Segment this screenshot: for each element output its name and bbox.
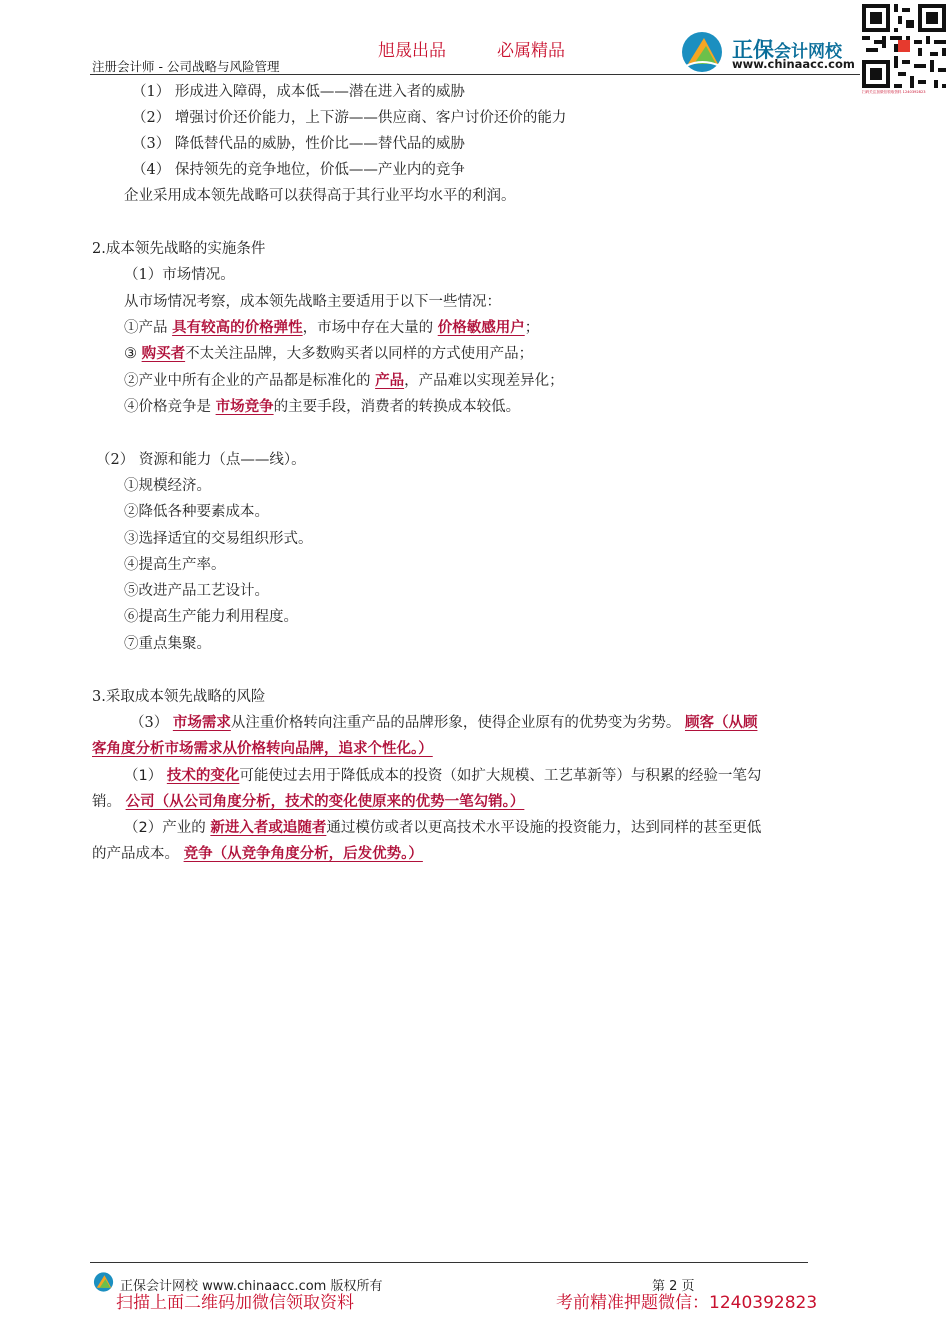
keyword-new-entrants: 新进入者或追随者 xyxy=(210,820,327,836)
text-segment: 的产品成本。 xyxy=(92,846,184,862)
keyword-customer: 顾客（从顾 xyxy=(684,715,758,731)
keyword-customer-analysis: 客角度分析市场需求从价格转向品牌，追求个性化。） xyxy=(92,741,433,757)
market-condition-item xyxy=(124,395,520,416)
risk-number: （2） xyxy=(124,820,163,836)
keyword-market-competition: 市场竞争 xyxy=(215,399,274,415)
text-segment: ①产品 xyxy=(124,320,173,336)
competitive-force-item: （1） 形成进入障碍，成本低——潜在进入者的威胁 xyxy=(132,84,465,100)
keyword-market-demand: 市场需求 xyxy=(172,715,231,731)
footer-copyright: 正保会计网校 www.chinaacc.com 版权所有 xyxy=(120,1279,383,1294)
qr-code-icon xyxy=(862,4,946,88)
section3-heading: 3.采取成本领先战略的风险 xyxy=(92,689,266,705)
market-condition-item xyxy=(124,316,539,337)
text-segment: ，产品难以实现差异化； xyxy=(404,373,564,389)
ability-item: ⑥提高生产能力利用程度。 xyxy=(124,609,298,625)
text-segment: ②产业中所有企业的产品都是标准化的 xyxy=(124,373,376,389)
risk-item-imitation xyxy=(124,816,761,837)
text-segment: 产业的 xyxy=(162,820,211,836)
logo-url: www.chinaacc.com xyxy=(732,57,855,71)
keyword-price-sensitive-users: 价格敏感用户 xyxy=(437,320,525,336)
risk-item-technology xyxy=(124,764,761,785)
header-slogan-right: 必属精品 xyxy=(497,41,565,61)
logo-emblem-icon xyxy=(678,30,728,74)
keyword-buyers: 购买者 xyxy=(141,346,186,362)
header-slogan-left: 旭晟出品 xyxy=(378,41,446,61)
footer-divider xyxy=(90,1262,808,1263)
footer-promo-left: 扫描上面二维码加微信领取资料 xyxy=(116,1293,354,1313)
risk-item-demand-continued xyxy=(92,737,433,758)
market-conditions-subheading: （1）市场情况。 xyxy=(124,267,235,283)
text-segment: 从注重价格转向注重产品的品牌形象，使得企业原有的优势变为劣势。 xyxy=(230,715,685,731)
header-divider xyxy=(90,74,860,75)
keyword-technology-change: 技术的变化 xyxy=(166,768,240,784)
logo-name-suffix: 会计网校 xyxy=(774,42,842,62)
market-conditions-intro: 从市场情况考察，成本领先战略主要适用于以下一些情况： xyxy=(124,294,501,310)
text-segment: ； xyxy=(524,320,540,336)
text-segment: ③ xyxy=(124,346,142,362)
course-title: 注册会计师 - 公司战略与风险管理 xyxy=(92,59,280,74)
market-condition-item xyxy=(124,342,533,363)
risk-item-technology-continued xyxy=(92,790,524,811)
resources-subheading: （2） 资源和能力（点——线）。 xyxy=(96,452,306,468)
keyword-price-elasticity: 具有较高的价格弹性 xyxy=(172,320,303,336)
text-segment: 不太关注品牌，大多数购买者以同样的方式使用产品； xyxy=(185,346,534,362)
risk-item-imitation-continued xyxy=(92,842,423,863)
footer-promo-right: 考前精准押题微信：1240392823 xyxy=(556,1293,818,1313)
text-segment: ，市场中存在大量的 xyxy=(302,320,438,336)
competitive-force-item: （4） 保持领先的竞争地位，价低——产业内的竞争 xyxy=(132,162,465,178)
footer-page-number: 第 2 页 xyxy=(652,1279,695,1294)
risk-number: （3） xyxy=(130,715,173,731)
keyword-competition-analysis: 竞争（从竞争角度分析，后发优势。） xyxy=(183,846,423,862)
market-condition-item xyxy=(124,369,564,390)
ability-item: ④提高生产率。 xyxy=(124,557,226,573)
logo-name-main: 正保 xyxy=(732,38,774,62)
text-segment: 可能使过去用于降低成本的投资（如扩大规模、工艺革新等）与积累的经验一笔勾 xyxy=(239,768,762,784)
ability-item: ①规模经济。 xyxy=(124,478,211,494)
competitive-force-item: （3） 降低替代品的威胁，性价比——替代品的威胁 xyxy=(132,136,465,152)
qr-caption: 扫码关注加微信领取资料 1240392823 xyxy=(862,90,926,94)
ability-item: ⑦重点集聚。 xyxy=(124,636,211,652)
ability-item: ③选择适宜的交易组织形式。 xyxy=(124,531,313,547)
footer-logo-icon xyxy=(92,1271,116,1293)
section2-heading: 2.成本领先战略的实施条件 xyxy=(92,241,266,257)
competitive-force-item: （2） 增强讨价还价能力，上下游——供应商、客户讨价还价的能力 xyxy=(132,110,567,126)
text-segment: 销。 xyxy=(92,794,126,810)
keyword-product: 产品 xyxy=(375,373,405,389)
ability-item: ②降低各种要素成本。 xyxy=(124,504,269,520)
text-segment: 通过模仿或者以更高技术水平设施的投资能力，达到同样的甚至更低 xyxy=(326,820,762,836)
risk-number: （1） xyxy=(124,768,167,784)
qr-code xyxy=(862,4,946,88)
risk-item-demand xyxy=(130,711,757,732)
text-segment: 的主要手段，消费者的转换成本较低。 xyxy=(273,399,521,415)
keyword-company-analysis: 公司（从公司角度分析，技术的变化使原来的优势一笔勾销。） xyxy=(125,794,525,810)
section1-conclusion: 企业采用成本领先战略可以获得高于其行业平均水平的利润。 xyxy=(124,188,516,204)
text-segment: ④价格竞争是 xyxy=(124,399,216,415)
ability-item: ⑤改进产品工艺设计。 xyxy=(124,583,269,599)
